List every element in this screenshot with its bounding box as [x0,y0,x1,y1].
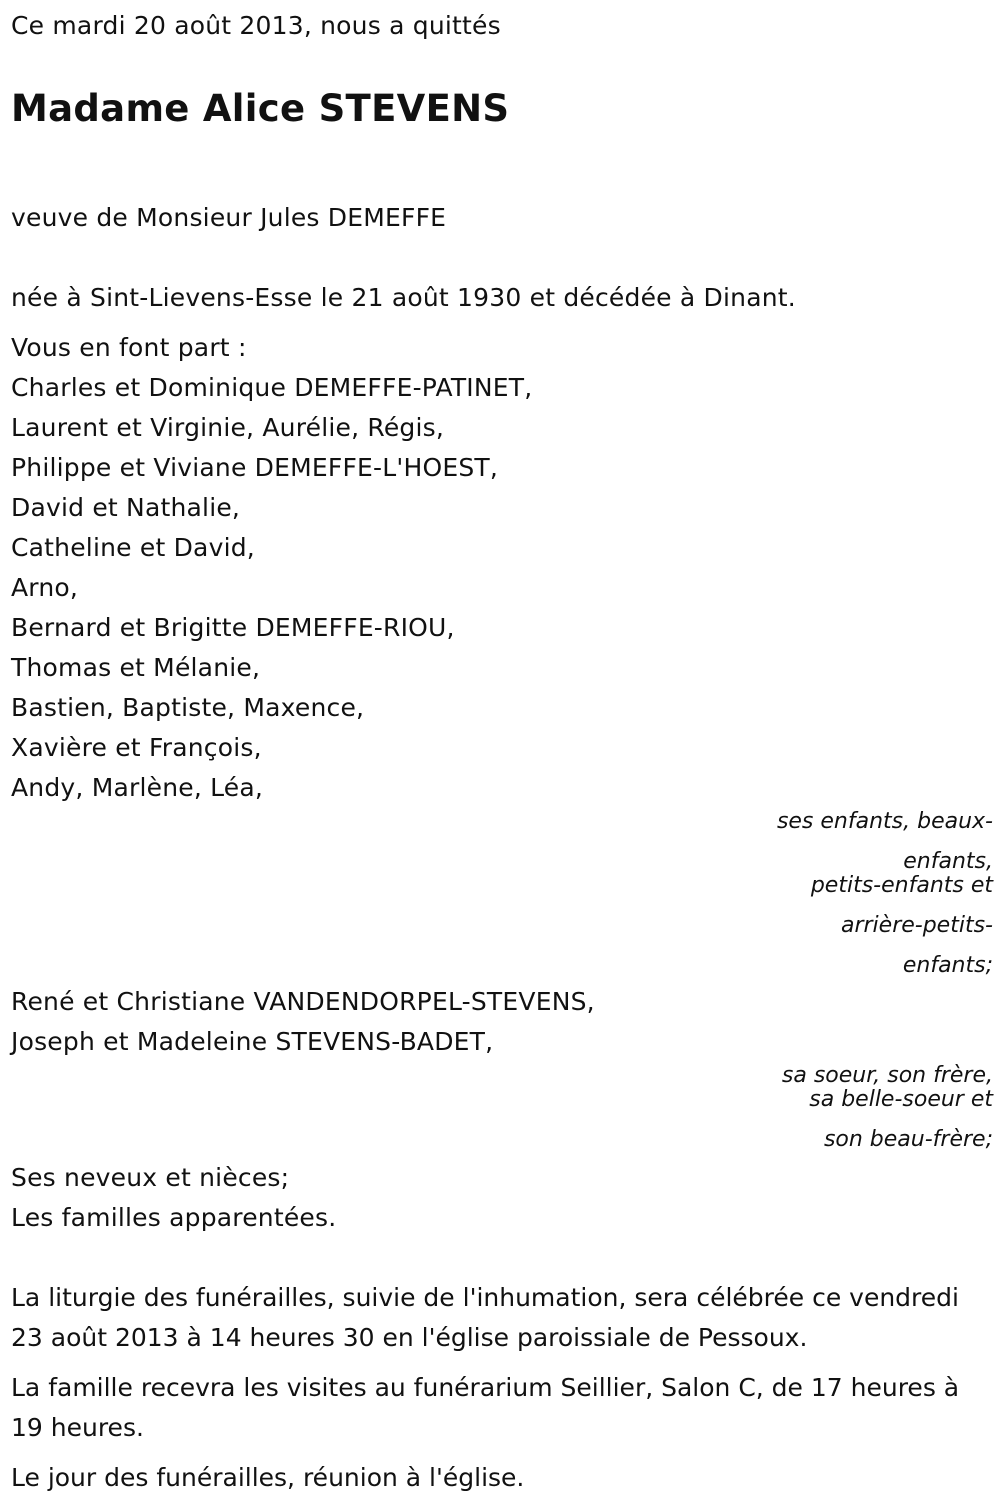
intro-line: Ce mardi 20 août 2013, nous a quittés [11,11,501,40]
family-line: Les familles apparentées. [11,1203,337,1232]
family-line: Xavière et François, [11,733,262,762]
family-line: Catheline et David, [11,533,255,562]
family-line: Philippe et Viviane DEMEFFE-L'HOEST, [11,453,499,482]
visits-paragraph: La famille recevra les visites au funérarium Seillier, Salon C, de 17 heures à 19 heures. [11,1373,960,1442]
family-line: Bastien, Baptiste, Maxence, [11,693,365,722]
role-line: petits-enfants et [810,873,993,898]
role-line: arrière-petits- [840,913,993,938]
siblings-list [11,982,993,1062]
family-line: Arno, [11,573,79,602]
role-line: sa soeur, son frère, [781,1063,993,1088]
deceased-name: Madame Alice STEVENS [11,87,510,130]
role-line: enfants, [903,849,993,874]
children-list [11,368,993,808]
widow-of-line: veuve de Monsieur Jules DEMEFFE [11,203,447,232]
family-line: Bernard et Brigitte DEMEFFE-RIOU, [11,613,455,642]
role-line: son beau-frère; [823,1127,993,1152]
family-line: Andy, Marlène, Léa, [11,773,264,802]
family-line: David et Nathalie, [11,493,241,522]
family-line: Laurent et Virginie, Aurélie, Régis, [11,413,444,442]
announce-line: Vous en font part : [11,333,247,362]
family-line: René et Christiane VANDENDORPEL-STEVENS, [11,987,595,1016]
obituary-notice [11,6,993,1498]
family-line: Ses neveux et nièces; [11,1163,290,1192]
siblings-role [11,1064,993,1152]
liturgy-paragraph: La liturgie des funérailles, suivie de l'inhumation, sera célébrée ce vendredi 23 août 2013 à 14 heures 30 en l'église paroissiale de Pessoux. [11,1283,959,1352]
meeting-paragraph: Le jour des funérailles, réunion à l'église. [11,1463,525,1492]
family-line: Thomas et Mélanie, [11,653,261,682]
role-line: sa belle-soeur et [809,1087,993,1112]
family-line: Joseph et Madeleine STEVENS-BADET, [11,1027,494,1056]
role-line: ses enfants, beaux- [776,809,993,834]
role-line: enfants; [902,953,993,978]
children-role [11,810,993,978]
extended-family [11,1158,993,1238]
birth-death-line: née à Sint-Lievens-Esse le 21 août 1930 et décédée à Dinant. [11,283,796,312]
family-line: Charles et Dominique DEMEFFE-PATINET, [11,373,533,402]
